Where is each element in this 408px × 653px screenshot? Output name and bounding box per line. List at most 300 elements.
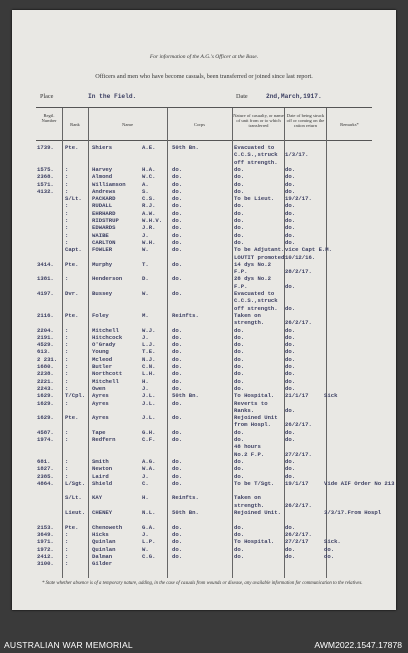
- table-row: [12, 166, 396, 173]
- cell-corps: do.: [172, 231, 183, 239]
- cell-no: 2 231.: [37, 355, 58, 363]
- cell-rank: :: [65, 231, 69, 239]
- cell-no: 2116.: [37, 311, 54, 319]
- footer-note: * State whether absence is of a temporary nature, adding, in the case of casuals from wounds or disease, any available information for communication to the relatives.: [42, 581, 363, 586]
- table-row: [12, 144, 396, 151]
- cell-nature: do.: [234, 231, 245, 239]
- cell-name: Smith: [92, 457, 109, 465]
- cell-date: 26/2/17.: [285, 421, 312, 429]
- cell-nature: 14 dys No.2: [234, 260, 271, 268]
- cell-date: do.: [285, 341, 296, 349]
- cell-init: A.W.: [142, 209, 156, 217]
- cell-remarks: Sick: [324, 392, 338, 400]
- table-row: [12, 407, 396, 414]
- cell-corps: do.: [172, 436, 183, 443]
- cell-init: W.H.: [142, 238, 156, 246]
- cell-name: PACKARD: [92, 195, 116, 203]
- cell-corps: do.: [172, 333, 183, 341]
- cell-no: 4132.: [37, 187, 54, 195]
- cell-date: 26/2/17.: [285, 530, 312, 538]
- cell-nature: do.: [234, 457, 245, 465]
- cell-nature: do.: [234, 530, 245, 538]
- cell-no: 2385.: [37, 472, 54, 480]
- caption-right: AWM2022.1547.17878: [314, 640, 402, 650]
- table-row: [12, 305, 396, 312]
- table-top-rule: [36, 107, 372, 108]
- cell-init: W.J.: [142, 326, 156, 334]
- cell-rank: :: [65, 341, 69, 349]
- cell-date: 26/2/17.: [285, 319, 312, 327]
- cell-corps: do.: [172, 246, 183, 254]
- cell-rank: :: [65, 436, 69, 443]
- cell-nature: do.: [234, 355, 245, 363]
- cell-date: 27/2/17: [285, 538, 309, 546]
- cell-date: do.: [285, 224, 296, 232]
- table-row: [12, 275, 396, 282]
- cell-name: Owen: [92, 384, 106, 392]
- cell-date: do.: [285, 363, 296, 370]
- cell-rank: :: [65, 187, 69, 195]
- cell-rank: :: [65, 355, 69, 363]
- table-row: [12, 217, 396, 224]
- cell-init: L.J.: [142, 341, 156, 349]
- cell-name: RUDALL: [92, 202, 113, 210]
- cell-corps: Reinfts.: [172, 311, 199, 319]
- cell-nature: To Hospital.: [234, 538, 275, 546]
- cell-nature: No.2 F.P.: [234, 450, 265, 458]
- cell-name: Butler: [92, 363, 113, 370]
- cell-name: Bussey: [92, 290, 113, 297]
- cell-corps: do.: [172, 195, 183, 203]
- cell-name: KAY: [92, 494, 103, 502]
- date-value: 2nd,March,1917.: [266, 93, 322, 100]
- table-row: [12, 151, 396, 158]
- col-header-rank: Rank: [70, 122, 80, 127]
- cell-nature: Taken on: [234, 311, 261, 319]
- cell-rank: :: [65, 384, 69, 392]
- cell-name: Ayres: [92, 399, 109, 407]
- table-row: [12, 312, 396, 319]
- cell-name: Chenoweth: [92, 523, 123, 531]
- cell-no: 4197.: [37, 290, 54, 297]
- col-header-corps: Corps: [194, 122, 205, 127]
- cell-date: do.: [285, 333, 296, 341]
- cell-nature: do.: [234, 384, 245, 392]
- cell-no: 1971.: [37, 538, 54, 546]
- cell-init: J.: [142, 384, 149, 392]
- cell-rank: Pte.: [65, 144, 79, 151]
- table-row: [12, 356, 396, 363]
- cell-date: do.: [285, 165, 296, 173]
- cell-nature: do.: [234, 377, 245, 385]
- cell-nature: To be T/Sgt.: [234, 479, 275, 487]
- table-row: [12, 531, 396, 538]
- cell-init: D.: [142, 275, 149, 283]
- cell-name: Shiers: [92, 144, 113, 151]
- cell-corps: do.: [172, 224, 183, 232]
- cell-init: M.: [142, 311, 149, 319]
- cell-corps: do.: [172, 187, 183, 195]
- cell-nature: 28 dys No.2: [234, 275, 271, 283]
- cell-date: 1/3/17.: [285, 151, 309, 159]
- table-row: [12, 429, 396, 436]
- cell-no: 1381.: [37, 275, 54, 283]
- table-row: [12, 560, 396, 567]
- cell-rank: :: [65, 457, 69, 465]
- cell-init: J.: [142, 231, 149, 239]
- col-header-remarks: Remarks*: [340, 122, 359, 127]
- cell-init: H.: [142, 377, 149, 385]
- table-row: [12, 436, 396, 443]
- cell-corps: do.: [172, 165, 183, 173]
- table-row: [12, 290, 396, 297]
- table-row: [12, 509, 396, 516]
- cell-init: C.: [142, 479, 149, 487]
- cell-date: do.: [285, 384, 296, 392]
- cell-corps: do.: [172, 384, 183, 392]
- cell-nature: do.: [234, 428, 245, 436]
- cell-date: 10/12/16.: [285, 253, 316, 261]
- cell-date: do.: [285, 326, 296, 334]
- cell-date: do.: [285, 523, 296, 531]
- cell-no: 2191.: [37, 333, 54, 341]
- cell-rank: :: [65, 209, 69, 217]
- table-row: [12, 385, 396, 392]
- cell-corps: do.: [172, 377, 183, 385]
- cell-nature: do.: [234, 523, 245, 531]
- table-row: [12, 195, 396, 202]
- table-row: [12, 334, 396, 341]
- cell-no: 2153.: [37, 523, 54, 531]
- cell-corps: do.: [172, 530, 183, 538]
- cell-date: do.: [285, 187, 296, 195]
- cell-corps: do.: [172, 523, 183, 531]
- cell-init: G.A.: [142, 523, 156, 531]
- cell-nature: do.: [234, 545, 245, 553]
- cell-init: T.: [142, 260, 149, 268]
- cell-rank: Capt.: [65, 246, 82, 254]
- cell-date: do.: [285, 217, 296, 224]
- cell-nature: C.C.S.,struck: [234, 151, 278, 159]
- table-row: [12, 414, 396, 421]
- cell-no: 4529.: [37, 341, 54, 349]
- cell-date: vice Capt E.M.: [285, 246, 332, 254]
- table-row: [12, 363, 396, 370]
- cell-no: 1575.: [37, 165, 54, 173]
- cell-nature: do.: [234, 552, 245, 560]
- cell-rank: :: [65, 465, 69, 473]
- cell-init: J.: [142, 472, 149, 480]
- cell-rank: Pte.: [65, 260, 79, 268]
- cell-init: J.R.: [142, 224, 156, 232]
- table-row: [12, 487, 396, 494]
- cell-no: 3649.: [37, 530, 54, 538]
- cell-init: J.: [142, 333, 149, 341]
- cell-nature: do.: [234, 472, 245, 480]
- cell-nature: do.: [234, 436, 245, 443]
- cell-no: 2204.: [37, 326, 54, 334]
- cell-nature: Taken on: [234, 494, 261, 502]
- table-row: [12, 319, 396, 326]
- cell-init: C.S.: [142, 195, 156, 203]
- cell-init: C.F.: [142, 436, 156, 443]
- cell-name: Redfern: [92, 436, 116, 443]
- cell-no: 1629.: [37, 399, 54, 407]
- cell-init: J.: [142, 530, 149, 538]
- cell-nature: do.: [234, 173, 245, 181]
- cell-rank: :: [65, 377, 69, 385]
- col-header-name: Name: [122, 122, 133, 127]
- cell-nature: do.: [234, 370, 245, 378]
- subheader: Officers and men who have become casuals, been transferred or joined since last report.: [95, 73, 313, 80]
- table-row: [12, 546, 396, 553]
- cell-nature: Ranks.: [234, 406, 255, 414]
- cell-corps: 50th Bn.: [172, 509, 199, 516]
- cell-name: Mitchell: [92, 377, 119, 385]
- cell-date: do.: [285, 304, 296, 312]
- cell-init: A.E.: [142, 144, 156, 151]
- cell-init: W.: [142, 545, 149, 553]
- cell-no: 2368.: [37, 173, 54, 181]
- cell-init: T.E.: [142, 348, 156, 356]
- cell-corps: do.: [172, 238, 183, 246]
- cell-date: do.: [285, 231, 296, 239]
- table-row: [12, 173, 396, 180]
- cell-name: Shield: [92, 479, 113, 487]
- cell-no: 2412.: [37, 552, 54, 560]
- cell-name: O'Grady: [92, 341, 116, 349]
- table-row: [12, 232, 396, 239]
- cell-no: 1629.: [37, 392, 54, 400]
- table-row: [12, 181, 396, 188]
- table-row: [12, 458, 396, 465]
- cell-rank: :: [65, 552, 69, 560]
- cell-name: CARLTON: [92, 238, 116, 246]
- cell-no: 1680.: [37, 363, 54, 370]
- cell-corps: do.: [172, 209, 183, 217]
- cell-rank: :: [65, 217, 69, 224]
- cell-name: RIDSTRUP: [92, 217, 119, 224]
- cell-rank: :: [65, 180, 69, 188]
- cell-init: A.G.: [142, 457, 156, 465]
- cell-nature: do.: [234, 202, 245, 210]
- cell-corps: do.: [172, 260, 183, 268]
- cell-corps: do.: [172, 479, 183, 487]
- cell-nature: Reverts to: [234, 399, 268, 407]
- cell-init: J.L.: [142, 399, 156, 407]
- table-row: [12, 341, 396, 348]
- cell-no: 1974.: [37, 436, 54, 443]
- cell-date: do.: [285, 428, 296, 436]
- cell-name: Mcleod: [92, 355, 113, 363]
- cell-name: WAIBE: [92, 231, 109, 239]
- cell-remarks: 3/3/17.From Hospl: [324, 509, 382, 516]
- cell-rank: :: [65, 202, 69, 210]
- cell-no: 4587.: [37, 428, 54, 436]
- cell-init: A.: [142, 180, 149, 188]
- cell-nature: F.P.: [234, 268, 248, 276]
- cell-corps: 50th Bn.: [172, 144, 199, 151]
- place-value: In the Field.: [88, 93, 137, 100]
- cell-name: Harvey: [92, 165, 113, 173]
- cell-name: Dalman: [92, 552, 113, 560]
- cell-name: CHENEY: [92, 509, 113, 516]
- cell-no: 1571.: [37, 180, 54, 188]
- cell-no: 681.: [37, 457, 51, 465]
- cell-init: G.H.: [142, 428, 156, 436]
- cell-date: 19/2/17.: [285, 195, 312, 203]
- cell-corps: Reinfts.: [172, 494, 199, 502]
- place-date-row: [40, 93, 370, 103]
- cell-date: do.: [285, 209, 296, 217]
- cell-rank: T/Cpl.: [65, 392, 86, 400]
- cell-name: FOWLER: [92, 246, 113, 254]
- cell-remarks: Vide AIF Order No 213: [324, 479, 395, 487]
- cell-rank: :: [65, 363, 69, 370]
- table-row: [12, 348, 396, 355]
- col-header-nature: Nature of casualty, or name of unit from or to which transferred: [233, 113, 284, 128]
- cell-corps: do.: [172, 275, 183, 283]
- cell-nature: do.: [234, 341, 245, 349]
- cell-nature: strength.: [234, 319, 265, 327]
- cell-nature: do.: [234, 465, 245, 473]
- cell-rank: :: [65, 224, 69, 232]
- cell-nature: do.: [234, 333, 245, 341]
- cell-nature: off strength.: [234, 158, 278, 166]
- table-row: [12, 268, 396, 275]
- cell-rank: :: [65, 399, 69, 407]
- table-row: [12, 538, 396, 545]
- cell-remarks: do.: [324, 545, 335, 553]
- cell-rank: S/Lt.: [65, 195, 82, 203]
- cell-corps: do.: [172, 465, 183, 473]
- cell-no: 2221.: [37, 377, 54, 385]
- cell-nature: do.: [234, 217, 245, 224]
- cell-name: Hitchcock: [92, 333, 123, 341]
- table-row: [12, 524, 396, 531]
- cell-rank: :: [65, 538, 69, 546]
- cell-date: do.: [285, 472, 296, 480]
- cell-nature: To be Lieut.: [234, 195, 275, 203]
- cell-nature: Rejoined Unit.: [234, 509, 281, 516]
- cell-init: W.: [142, 290, 149, 297]
- table-row: [12, 297, 396, 304]
- cell-corps: do.: [172, 370, 183, 378]
- cell-nature: do.: [234, 326, 245, 334]
- cell-nature: Evacuated to: [234, 144, 275, 151]
- cell-init: R.J.: [142, 202, 156, 210]
- cell-name: Laird: [92, 472, 109, 480]
- cell-rank: :: [65, 275, 69, 283]
- cell-init: H.: [142, 494, 149, 502]
- cell-corps: do.: [172, 173, 183, 181]
- cell-nature: To Hospital.: [234, 392, 275, 400]
- table-row: [12, 246, 396, 253]
- cell-nature: do.: [234, 224, 245, 232]
- cell-date: do.: [285, 552, 296, 560]
- cell-nature: from Hospl.: [234, 421, 271, 429]
- cell-corps: do.: [172, 202, 183, 210]
- cell-name: Henderson: [92, 275, 123, 283]
- cell-date: 27/2/17.: [285, 450, 312, 458]
- cell-corps: do.: [172, 217, 183, 224]
- cell-date: 19/1/17: [285, 479, 309, 487]
- cell-nature: To be Adjutant.: [234, 246, 285, 254]
- cell-no: 1827.: [37, 465, 54, 473]
- cell-corps: do.: [172, 552, 183, 560]
- cell-no: 3414.: [37, 260, 54, 268]
- col-header-date: Date of being struck off or coming on the ration return: [286, 113, 325, 128]
- cell-remarks: Sick.: [324, 538, 341, 546]
- cell-rank: :: [65, 472, 69, 480]
- cell-init: N.J.: [142, 355, 156, 363]
- cell-nature: do.: [234, 187, 245, 195]
- cell-name: Almond: [92, 173, 113, 181]
- cell-date: do.: [285, 406, 296, 414]
- cell-nature: C.C.S.,struck: [234, 297, 278, 305]
- cell-date: do.: [285, 173, 296, 181]
- cell-remarks: do.: [324, 552, 335, 560]
- cell-init: L.P.: [142, 538, 156, 546]
- cell-name: Newton: [92, 465, 113, 473]
- cell-init: J.L.: [142, 414, 156, 422]
- cell-date: do.: [285, 370, 296, 378]
- table-row: [12, 224, 396, 231]
- cell-date: do.: [285, 457, 296, 465]
- table-row: [12, 202, 396, 209]
- header-bottom-rule: [36, 140, 372, 141]
- cell-name: Young: [92, 348, 109, 356]
- cell-nature: do.: [234, 238, 245, 246]
- cell-nature: do.: [234, 165, 245, 173]
- cell-corps: 50th Bn.: [172, 392, 199, 400]
- cell-init: W.A.: [142, 465, 156, 473]
- table-row: [12, 370, 396, 377]
- cell-nature: 48 hours: [234, 443, 261, 451]
- cell-corps: do.: [172, 457, 183, 465]
- table-row: [12, 465, 396, 472]
- table-row: [12, 159, 396, 166]
- cell-no: 2238.: [37, 370, 54, 378]
- table-row: [12, 502, 396, 509]
- cell-corps: do.: [172, 355, 183, 363]
- cell-name: Quinlan: [92, 545, 116, 553]
- cell-rank: :: [65, 428, 69, 436]
- cell-no: 1972.: [37, 545, 54, 553]
- table-row: [12, 443, 396, 450]
- cell-rank: :: [65, 165, 69, 173]
- cell-nature: F.P.: [234, 282, 248, 290]
- cell-nature: LOUTIT promoted: [234, 253, 285, 261]
- cell-rank: :: [65, 560, 69, 568]
- cell-rank: :: [65, 326, 69, 334]
- cell-corps: do.: [172, 326, 183, 334]
- cell-rank: :: [65, 545, 69, 553]
- table-row: [12, 451, 396, 458]
- cell-corps: do.: [172, 363, 183, 370]
- table-row: [12, 421, 396, 428]
- cell-corps: do.: [172, 180, 183, 188]
- cell-init: C.G.: [142, 552, 156, 560]
- cell-rank: S/Lt.: [65, 494, 82, 502]
- cell-nature: strength.: [234, 501, 265, 509]
- table-row: [12, 254, 396, 261]
- cell-no: 4864.: [37, 479, 54, 487]
- cell-rank: :: [65, 370, 69, 378]
- table-row: [12, 392, 396, 399]
- cell-init: W.: [142, 246, 149, 254]
- header-line: For information of the A.G.'s Officer at the Base.: [149, 54, 259, 60]
